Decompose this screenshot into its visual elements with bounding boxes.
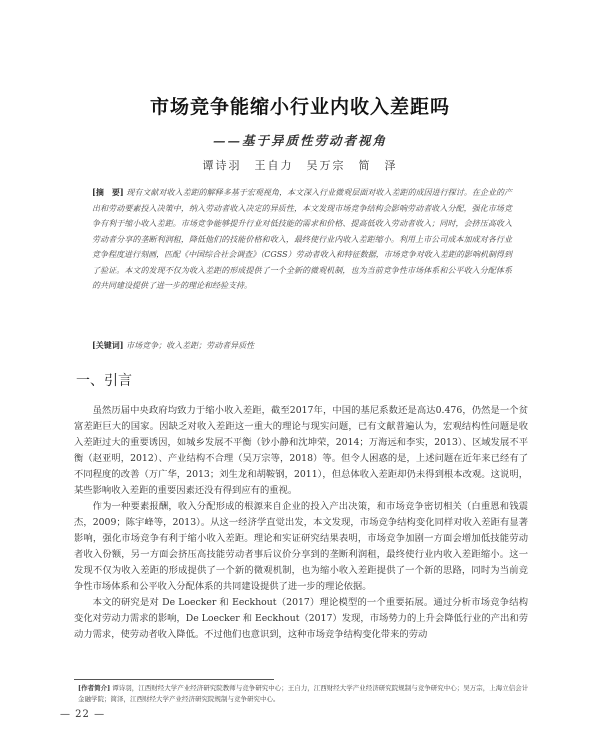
author-footnote — [78, 683, 530, 705]
abstract-block — [92, 185, 512, 294]
author-list: 谭诗羽 王自力 吴万宗 简 泽 — [202, 159, 398, 172]
body-paragraph: 本文的研究是对 De Loecker 和 Eeckhout（2017）理论模型的一个重要拓展。通过分析市场竞争结构变化对劳动力需求的影响，De Loecker 和 Eeckhout（2017）发现，市场势力的上升会降低行业的产出和劳动力需求，使劳动者收入降低。不过他们也意识到，这种市场竞争结构变化带来的劳动 — [74, 597, 528, 640]
footnote-divider — [74, 679, 274, 680]
keywords-label: [关键词] — [92, 340, 124, 350]
abstract-label: [摘 要] — [92, 187, 124, 197]
keywords-block — [92, 338, 512, 353]
section-heading: 一、引言 — [76, 373, 132, 389]
footnote-text: 谭诗羽，江西财经大学产业经济研究院教师与竞争研究中心；王自力，江西财经大学产业经济研究院规制与竞争研究中心；吴万宗，上海立信会计金融学院；简泽，江西财经大学产业经济研究院规制与竞争研究中心。 — [78, 684, 529, 703]
article-subtitle: ——基于异质性劳动者视角 — [212, 133, 387, 148]
page-number: — 22 — — [60, 709, 106, 720]
body-text — [74, 403, 528, 643]
abstract-text: 现有文献对收入差距的解释多基于宏观视角，本文深入行业微观层面对收入差距的成因进行探讨。在企业的产出和劳动要素投入决策中，纳入劳动者收入决定的异质性，本文发现市场竞争结构会影响劳动者收入分配，强化市场竞争有利于缩小收入差距。市场竞争能够提升行业对低技能的需求和价格、提高低收入劳动者收入；同时，会挤压高收入劳动者分享的垄断利润租，降低他们的技能价格和收入，最终使行业内收入差距缩小。利用上市公司成本加成对各行业竞争程度进行刻画，匹配《中国综合社会调查》（CGSS）劳动者收入和特征数据，市场竞争对收入差距的影响机制得到了验证。本文的发现不仅为收入差距的形成提供了一个全新的微观机制，也为当前竞争性市场体系和公平收入分配体系的共同建设提供了进一步的理论和经验支持。 — [92, 188, 513, 290]
body-paragraph: 作为一种要素报酬，收入分配形成的根源来自企业的投入产出决策，和市场竞争密切相关（白重恩和钱震杰，2009；陈宇峰等，2013）。从这一经济学直觉出发，本文发现，市场竞争结构变化同样对收入差距有显著影响，强化市场竞争有利于缩小收入差距。理论和实证研究结果表明，市场竞争加剧一方面会增加低技能劳动者收入份额，另一方面会挤压高技能劳动者事后议价分享到的垄断利润租，最终使行业内收入差距缩小。这一发现不仅为收入差距的形成提供了一个新的微观机制，也为缩小收入差距提供了一个新的思路，同时为当前竞争性市场体系和公平收入分配体系的共同建设提供了进一步的理论依据。 — [74, 501, 528, 592]
article-title: 市场竞争能缩小行业内收入差距吗 — [149, 96, 450, 118]
footnote-label: [作者简介] — [78, 684, 111, 692]
keywords-text: 市场竞争；收入差距；劳动者异质性 — [126, 341, 255, 350]
body-paragraph: 虽然历届中央政府均致力于缩小收入差距，截至2017年，中国的基尼系数还是高达0.476，仍然是一个贫富差距巨大的国家。因缺乏对收入差距这一重大的理论与现实问题，已有文献普遍认为，宏观结构性问题是收入差距过大的重要诱因，如城乡发展不平衡（钞小静和沈坤荣，2014；万海远和李实，2013）、区域发展不平衡（赵亚明，2012）、产业结构不合理（吴万宗等，2018）等。但令人困惑的是，上述问题在近年来已经有了不同程度的改善（万广华，2013；刘生龙和胡鞍钢，2011），但总体收入差距却仍未得到根本改观。这说明，某些影响收入差距的重要因素还没有得到应有的重视。 — [74, 405, 528, 496]
